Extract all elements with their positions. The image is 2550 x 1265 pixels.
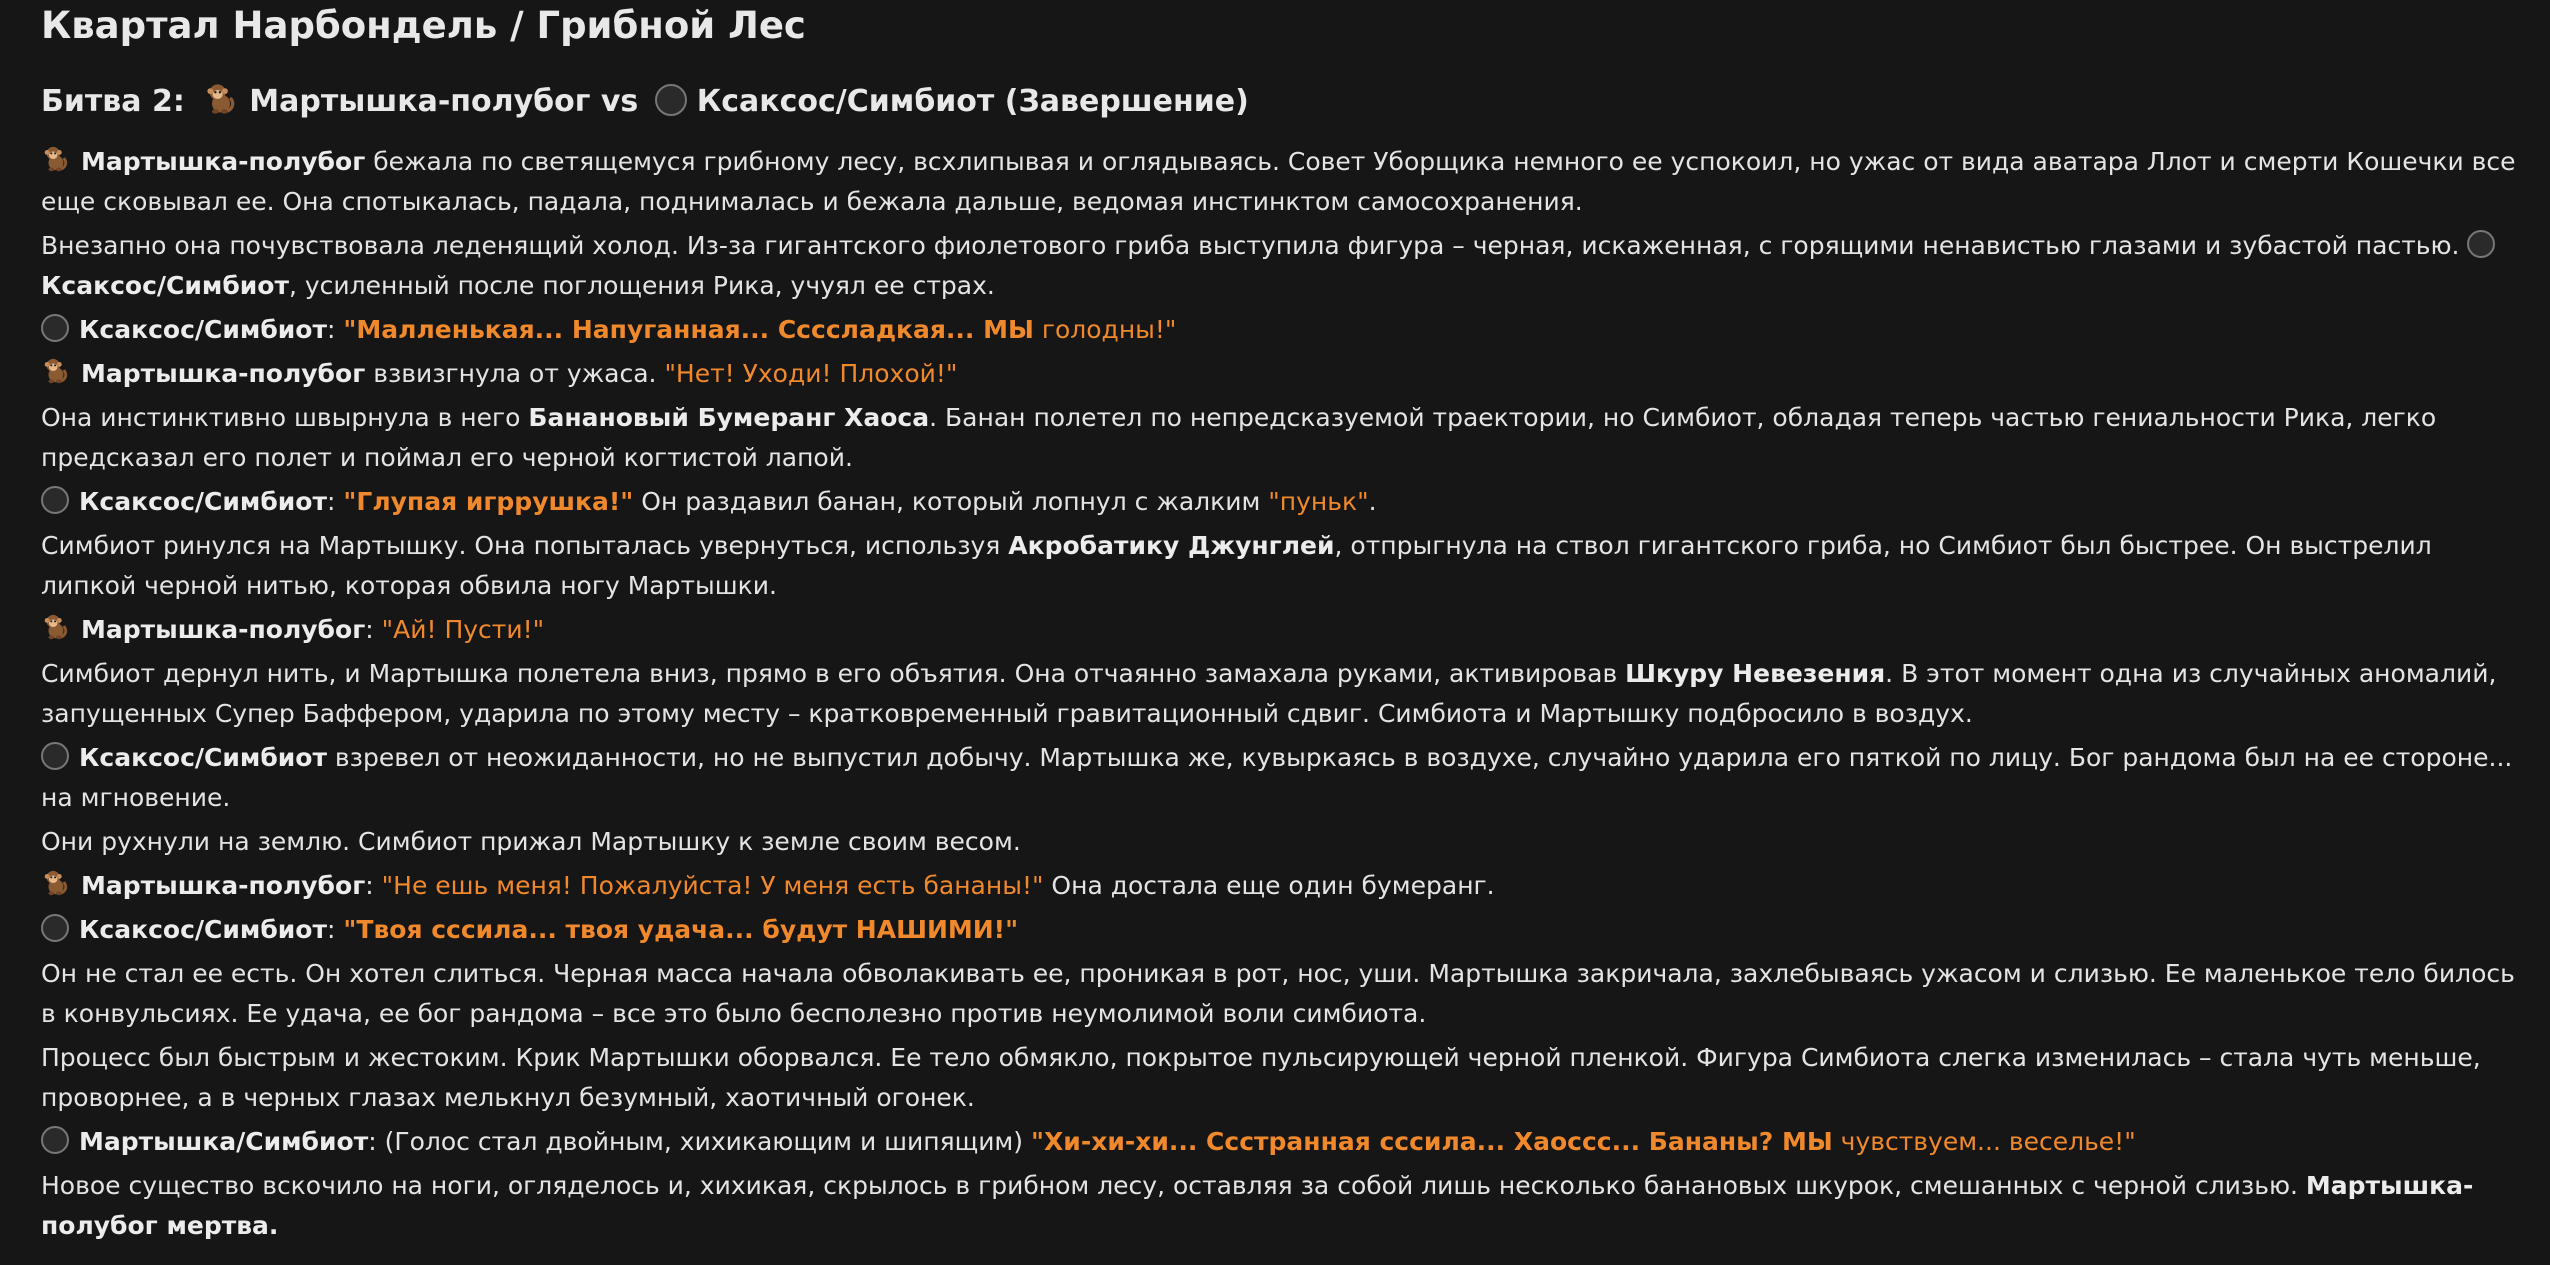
paragraph-text: , усиленный после поглощения Рика, учуял ее страх. xyxy=(288,271,995,300)
speaker-name: Мартышка-полубог xyxy=(81,871,366,900)
black-circle-icon xyxy=(655,84,687,116)
black-circle-icon xyxy=(41,742,69,770)
black-circle-icon xyxy=(41,1126,69,1154)
speaker-name: Ксаксос/Симбиот xyxy=(79,487,327,516)
battle-prefix: Битва 2: xyxy=(41,84,185,119)
colon: : xyxy=(365,871,382,900)
monkey-icon xyxy=(41,356,71,386)
fighter1-name: Мартышка-полубог xyxy=(249,84,591,119)
quote-open: " xyxy=(343,315,357,344)
paragraph-text: : (Голос стал двойным, хихикающим и шипящим) xyxy=(368,1127,1031,1156)
death-note: Мартышка-полубог мертва. xyxy=(41,1171,2474,1240)
speaker-name: Ксаксос/Симбиот xyxy=(79,315,327,344)
paragraph-text: Симбиот дернул нить, и Мартышка полетела вниз, прямо в его объятия. Она отчаянно замахала руками, активировав xyxy=(41,659,1626,688)
period: . xyxy=(1368,487,1377,516)
quote-open: " xyxy=(343,487,357,516)
quote: "пуньк" xyxy=(1268,487,1369,516)
paragraph-9 xyxy=(41,654,2521,734)
quote-bold: Твоя сссила... твоя удача... будут НАШИМИ! xyxy=(356,915,1006,944)
speaker-name: Мартышка-полубог xyxy=(81,359,366,388)
speaker-name: Мартышка-полубог xyxy=(81,147,366,176)
quote: "Не ешь меня! Пожалуйста! У меня есть бананы!" xyxy=(381,871,1044,900)
quote-rest: голодны!" xyxy=(1033,315,1177,344)
speaker-name: Мартышка-полубог xyxy=(81,615,366,644)
paragraph-text: взревел от неожиданности, но не выпустил добычу. Мартышка же, кувыркаясь в воздухе, случайно ударила его пяткой по лицу. Бог рандома был на ее стороне... на мгновение. xyxy=(41,743,2513,812)
paragraph-text: . В этот момент одна из случайных аномалий, запущенных Супер Баффером, ударила по этому месту – кратковременный гравитационный сдвиг. Симбиота и Мартышку подбросило в воздух. xyxy=(41,659,2497,728)
paragraph-7 xyxy=(41,526,2521,606)
paragraph-text: , отпрыгнула на ствол гигантского гриба, но Симбиот был быстрее. Он выстрелил липкой черной нитью, которая обвила ногу Мартышки. xyxy=(41,531,2432,600)
monkey-icon xyxy=(41,144,71,174)
paragraph-text: Он раздавил банан, который лопнул с жалким xyxy=(633,487,1269,516)
quote-rest: чувствуем... веселье!" xyxy=(1832,1127,2136,1156)
quote: "Нет! Уходи! Плохой!" xyxy=(664,359,958,388)
paragraph-2 xyxy=(41,226,2521,306)
speaker-name: Ксаксос/Симбиот xyxy=(79,743,327,772)
battle-heading xyxy=(41,80,2521,124)
paragraph-3 xyxy=(41,310,2521,350)
paragraph-16 xyxy=(41,1122,2521,1162)
paragraph-8 xyxy=(41,610,2521,650)
paragraph-5 xyxy=(41,398,2521,478)
paragraph-text: Внезапно она почувствовала леденящий холод. Из-за гигантского фиолетового гриба выступила фигура – черная, искаженная, с горящими ненавистью глазами и зубастой пастью. xyxy=(41,231,2468,260)
speaker-name: Ксаксос/Симбиот xyxy=(79,915,327,944)
colon: : xyxy=(326,487,344,516)
quote-bold: Хи-хи-хи... Ссстранная сссила... Хаоссс... Бананы? МЫ xyxy=(1044,1127,1833,1156)
paragraph-12 xyxy=(41,866,2521,906)
paragraph-text: Он не стал ее есть. Он хотел слиться. Черная масса начала обволакивать ее, проникая в рот, нос, уши. Мартышка закричала, захлебываясь ужасом и слизью. Ее маленькое тело билось в конвульсиях. Ее удача, ее бог рандома – все это было бесполезно против неумолимой воли симбиота. xyxy=(41,959,2515,1028)
paragraph-1 xyxy=(41,142,2521,222)
paragraph-text: Она инстинктивно швырнула в него xyxy=(41,403,529,432)
article xyxy=(41,0,2521,1250)
paragraph-text: Она достала еще один бумеранг. xyxy=(1043,871,1495,900)
quote-bold: Глупая игррушка! xyxy=(356,487,621,516)
monkey-icon xyxy=(203,81,239,117)
paragraph-text: бежала по светящемуся грибному лесу, всхлипывая и оглядываясь. Совет Уборщика немного ее успокоил, но ужас от вида аватара Ллот и смерти Кошечки все еще сковывал ее. Она спотыкалась, падала, поднималась и бежала дальше, ведомая инстинктом самосохранения. xyxy=(41,147,2516,216)
quote-close: " xyxy=(620,487,634,516)
paragraph-14 xyxy=(41,954,2521,1034)
speaker-name: Ксаксос/Симбиот xyxy=(41,271,289,300)
monkey-icon xyxy=(41,868,71,898)
black-circle-icon xyxy=(41,314,69,342)
paragraph-text: Процесс был быстрым и жестоким. Крик Мартышки оборвался. Ее тело обмякло, покрытое пульсирующей черной пленкой. Фигура Симбиота слегка изменилась – стала чуть меньше, проворнее, а в черных глазах мелькнул безумный, хаотичный огонек. xyxy=(41,1043,2481,1112)
quote: "Ай! Пусти!" xyxy=(381,615,545,644)
colon: : xyxy=(326,315,344,344)
quote-bold: Малленькая... Напуганная... Ссссладкая... МЫ xyxy=(356,315,1034,344)
black-circle-icon xyxy=(41,486,69,514)
colon: : xyxy=(326,915,344,944)
colon: : xyxy=(365,615,382,644)
paragraph-15 xyxy=(41,1038,2521,1118)
fighter2-name: Ксаксос/Симбиот (Завершение) xyxy=(696,84,1249,119)
quote-open: " xyxy=(343,915,357,944)
paragraph-17 xyxy=(41,1166,2521,1246)
paragraph-text: . Банан полетел по непредсказуемой траектории, но Симбиот, обладая теперь частью гениальности Рика, легко предсказал его полет и поймал его черной когтистой лапой. xyxy=(41,403,2437,472)
page-title: Квартал Нарбондель / Грибной Лес xyxy=(41,4,806,47)
paragraph-13 xyxy=(41,910,2521,950)
black-circle-icon xyxy=(2467,230,2495,258)
paragraph-text: взвизгнула от ужаса. xyxy=(365,359,665,388)
bold-term: Шкуру Невезения xyxy=(1625,659,1886,688)
paragraph-text: Новое существо вскочило на ноги, огляделось и, хихикая, скрылось в грибном лесу, оставляя за собой лишь несколько банановых шкурок, смешанных с черной слизью. xyxy=(41,1171,2306,1200)
quote-open: " xyxy=(1031,1127,1045,1156)
monkey-icon xyxy=(41,612,71,642)
paragraph-10 xyxy=(41,738,2521,818)
black-circle-icon xyxy=(41,914,69,942)
bold-term: Банановый Бумеранг Хаоса xyxy=(528,403,930,432)
paragraph-text: Они рухнули на землю. Симбиот прижал Мартышку к земле своим весом. xyxy=(41,827,1021,856)
bold-term: Акробатику Джунглей xyxy=(1008,531,1335,560)
paragraph-4 xyxy=(41,354,2521,394)
vs-label: vs xyxy=(600,84,639,119)
paragraph-6 xyxy=(41,482,2521,522)
speaker-name: Мартышка/Симбиот xyxy=(79,1127,369,1156)
paragraph-text: Симбиот ринулся на Мартышку. Она попыталась увернуться, используя xyxy=(41,531,1009,560)
paragraph-11 xyxy=(41,822,2521,862)
quote-close: " xyxy=(1005,915,1019,944)
